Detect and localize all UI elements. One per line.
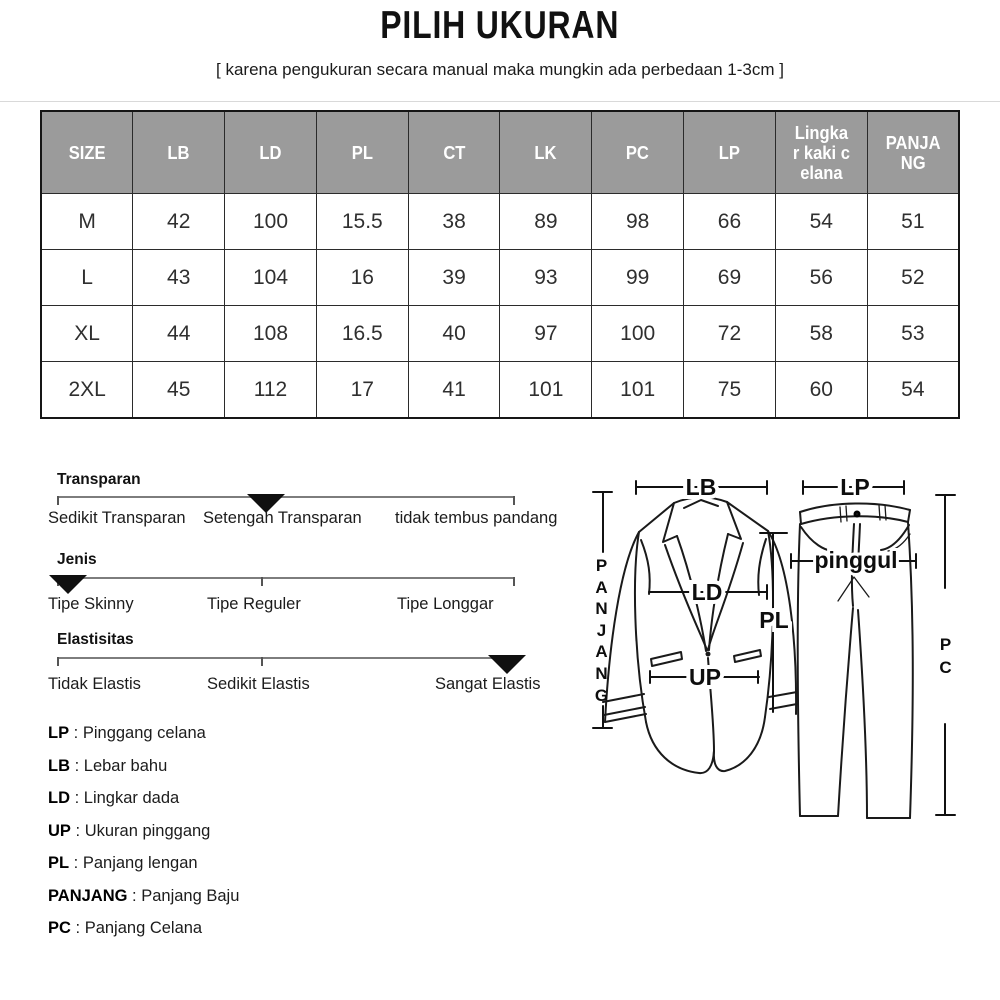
pants-measures — [791, 474, 955, 815]
table-cell: 66 — [684, 194, 776, 250]
table-row-2xl — [41, 362, 959, 419]
slider-marker-triangle-icon — [488, 655, 526, 674]
label-panjang-vertical: PANJANG — [594, 556, 609, 705]
legend-desc: Panjang lengan — [82, 854, 198, 872]
table-cell: 41 — [408, 362, 500, 419]
slider-track — [57, 657, 515, 659]
legend-abbr: PC — [48, 919, 71, 937]
tick-mark — [57, 657, 59, 666]
table-cell: 60 — [775, 362, 867, 419]
table-row-xl — [41, 306, 959, 362]
page-subtitle: [ karena pengukuran secara manual maka mungkin ada perbedaan 1-3cm ] — [216, 60, 784, 79]
legend-item — [48, 757, 239, 776]
legend-separator: : — [69, 854, 83, 872]
legend-desc: Lebar bahu — [83, 756, 168, 775]
slider-label: Tipe Reguler — [207, 595, 301, 613]
legend-desc: Panjang Baju — [141, 886, 240, 905]
tick-mark — [57, 496, 59, 505]
legend-abbr: UP — [48, 821, 71, 840]
table-cell: 38 — [408, 194, 500, 250]
table-cell: 104 — [225, 250, 317, 306]
legend-item — [48, 724, 239, 743]
table-cell: 75 — [684, 362, 776, 419]
pants-drawing — [798, 503, 913, 818]
table-cell: 51 — [867, 194, 959, 250]
table-cell: 72 — [684, 306, 776, 362]
table-cell: M — [41, 194, 133, 250]
table-cell: 16 — [316, 250, 408, 306]
header-cell-lk: LK — [500, 111, 592, 194]
legend-item — [48, 789, 239, 808]
header-cell-lingkar-kaki: Lingka r kaki c elana — [775, 111, 867, 194]
table-cell: 98 — [592, 194, 684, 250]
slider-label: Tipe Skinny — [48, 595, 134, 613]
legend-item — [48, 854, 239, 873]
table-cell: 15.5 — [316, 194, 408, 250]
label-lb: LB — [685, 474, 717, 500]
slider-title: Elastisitas — [57, 631, 134, 648]
table-cell: 101 — [592, 362, 684, 419]
label-pl: PL — [759, 607, 789, 633]
legend-desc: Ukuran pinggang — [84, 821, 211, 840]
slider-label: Sangat Elastis — [435, 675, 541, 693]
table-cell: 100 — [225, 194, 317, 250]
slider-title: Jenis — [57, 551, 97, 568]
header-cell-pc: PC — [592, 111, 684, 194]
legend-abbr: LP — [48, 724, 70, 742]
table-row-m — [41, 194, 959, 250]
table-cell: 44 — [133, 306, 225, 362]
legend-separator: : — [70, 919, 85, 937]
slider-label: Tipe Longgar — [397, 595, 494, 613]
jacket-drawing — [603, 497, 797, 773]
slider-marker-triangle-icon — [49, 575, 87, 594]
slider-track — [57, 577, 515, 579]
label-ld: LD — [691, 579, 723, 605]
header-cell-pl: PL — [316, 111, 408, 194]
label-up: UP — [689, 664, 721, 690]
slider-label: Tidak Elastis — [48, 675, 141, 693]
divider — [0, 101, 1000, 102]
size-table — [40, 110, 960, 419]
table-cell: 42 — [133, 194, 225, 250]
table-cell: 101 — [500, 362, 592, 419]
table-cell: 56 — [775, 250, 867, 306]
legend-abbr: LD — [48, 789, 70, 807]
legend-desc: Lingkar dada — [83, 789, 180, 807]
table-cell: 53 — [867, 306, 959, 362]
jacket-measures — [636, 474, 789, 712]
table-cell: 58 — [775, 306, 867, 362]
table-cell: XL — [41, 306, 133, 362]
page-title-text: PILIH UKURAN — [380, 4, 620, 47]
slider-label: Setengah Transparan — [203, 509, 362, 527]
legend-abbr: PANJANG — [48, 886, 128, 905]
slider-label: Sedikit Transparan — [48, 509, 186, 527]
slider-title: Transparan — [57, 471, 141, 488]
table-cell: 17 — [316, 362, 408, 419]
table-cell: 39 — [408, 250, 500, 306]
tick-mark — [513, 496, 515, 505]
label-pinggul: pinggul — [814, 547, 898, 573]
legend-desc: Panjang Celana — [84, 919, 203, 937]
tick-mark — [261, 657, 263, 666]
slider-track — [57, 496, 515, 498]
table-cell: 112 — [225, 362, 317, 419]
table-cell: 93 — [500, 250, 592, 306]
label-pc-vertical: PC — [939, 635, 952, 677]
legend-desc: Pinggang celana — [82, 724, 206, 742]
table-cell: 2XL — [41, 362, 133, 419]
table-cell: 108 — [225, 306, 317, 362]
header-cell-lb: LB — [133, 111, 225, 194]
header-cell-panjang: PANJA NG — [867, 111, 959, 194]
legend-separator: : — [70, 789, 84, 807]
label-lp: LP — [840, 474, 870, 500]
legend-list — [48, 724, 239, 952]
table-cell: 52 — [867, 250, 959, 306]
page-title — [0, 4, 1000, 48]
legend-separator: : — [127, 886, 142, 905]
slider-label: Sedikit Elastis — [207, 675, 310, 693]
table-cell: 43 — [133, 250, 225, 306]
header-cell-lp: LP — [684, 111, 776, 194]
table-cell: 100 — [592, 306, 684, 362]
tick-mark — [513, 577, 515, 586]
header-cell-size: SIZE — [41, 111, 133, 194]
legend-abbr: LB — [48, 756, 70, 775]
legend-separator: : — [69, 724, 83, 742]
table-cell: 69 — [684, 250, 776, 306]
table-row-l — [41, 250, 959, 306]
table-cell: 89 — [500, 194, 592, 250]
legend-item — [48, 887, 239, 906]
size-table-header — [41, 111, 959, 194]
legend-abbr: PL — [48, 854, 70, 872]
legend-item — [48, 822, 239, 841]
legend-item — [48, 919, 239, 938]
table-cell: 54 — [775, 194, 867, 250]
slider-label: tidak tembus pandang — [395, 509, 558, 527]
header-cell-ld: LD — [225, 111, 317, 194]
table-cell: 45 — [133, 362, 225, 419]
table-cell: 40 — [408, 306, 500, 362]
table-cell: 54 — [867, 362, 959, 419]
legend-separator: : — [70, 821, 85, 840]
legend-separator: : — [70, 756, 84, 775]
header-cell-ct: CT — [408, 111, 500, 194]
table-cell: 99 — [592, 250, 684, 306]
table-cell: L — [41, 250, 133, 306]
table-cell: 97 — [500, 306, 592, 362]
table-cell: 16.5 — [316, 306, 408, 362]
tick-mark — [261, 577, 263, 586]
